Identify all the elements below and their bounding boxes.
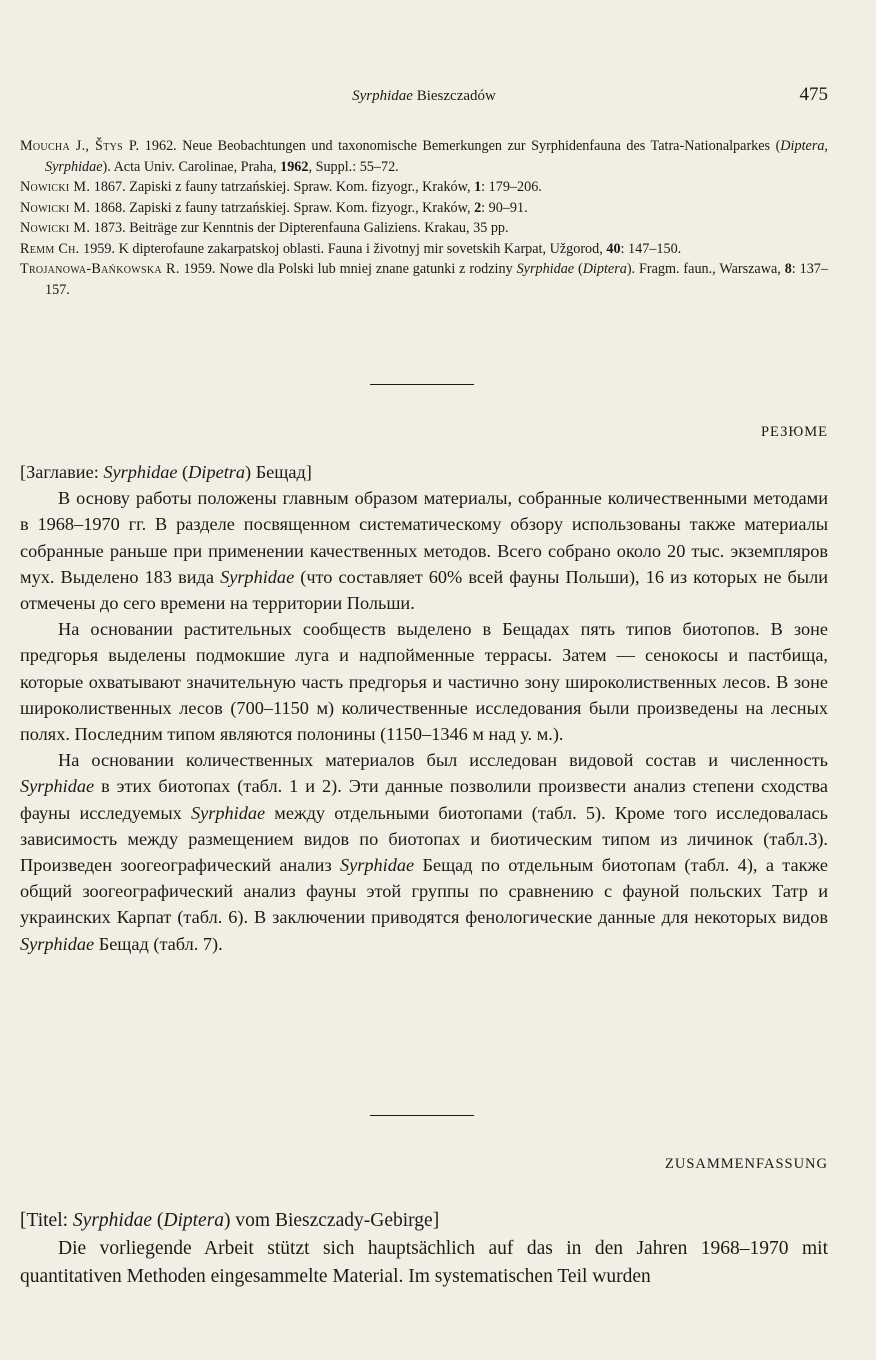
resume-heading: РЕЗЮМЕ	[760, 424, 828, 440]
reference-item: Nowicki M. 1867. Zapiski z fauny tatrzańskiej. Spraw. Kom. fizyogr., Kraków, 1: 179–206.	[20, 179, 542, 195]
reference-item: Remm Ch. 1959. K dipterofaune zakarpatskoj oblasti. Fauna i životnyj mir sovetskih Karpat, Užgorod, 40: 147–150.	[20, 240, 682, 257]
reference-list	[20, 136, 828, 300]
running-head	[20, 84, 828, 110]
reference-item: Trojanowa-Bańkowska R. 1959. Nowe dla Polski lub mniej znane gatunki z rodziny Syrphidae (Diptera). Fragm. faun., Warszawa, 8: 137–157.	[20, 261, 828, 298]
resume-paragraph: В основу работы положены главным образом материалы, собранные количественными методами в 1968–1970 гг. В разделе посвященном систематическому обзору использованы также материалы собранные раньше при применении качественных методов. Всего собрано около 20 тыс. экземпляров мух. Выделено 183 вида Syrphidae (что составляет 60% всей фауны Польши), 16 из которых не были отмечены до сего времени на территории Польши.	[20, 488, 828, 614]
reference-item: Nowicki M. 1868. Zapiski z fauny tatrzańskiej. Spraw. Kom. fizyogr., Kraków, 2: 90–91.	[20, 199, 528, 216]
resume-body	[20, 459, 828, 957]
resume-paragraph: На основании количественных материалов был исследован видовой состав и численность Syrphidae в этих биотопах (табл. 1 и 2). Эти данные позволили произвести анализ степени сходства фауны исследуемых Syrphidae между отдельными биотопами (табл. 5). Кроме того исследовалась зависимость между размещением видов по биотопах и биотическим типом из личинок (табл.3). Произведен зоогеографический анализ Syrphidae Бещад по отдельным биотопам (табл. 4), а также общий зоогеографический анализ фауны этой группы по сравнению с фауной польских Татр и украинских Карпат (табл. 6). В заключении приводятся фенологические данные для некоторых видов Syrphidae Бещад (табл. 7).	[20, 750, 828, 954]
page	[20, 0, 828, 1360]
reference-item: Moucha J., Štys P. 1962. Neue Beobachtungen und taxonomische Bemerkungen zur Syrphidenfauna des Tatra-Nationalparkes (Diptera, Syrphidae). Acta Univ. Carolinae, Praha, 1962, Suppl.: 55–72.	[20, 138, 828, 175]
zusammenfassung-heading: ZUSAMMENFASSUNG	[665, 1156, 828, 1172]
page-number: 475	[799, 84, 828, 105]
section-divider	[370, 384, 474, 385]
zusammenfassung-body	[20, 1207, 828, 1291]
resume-title: [Заглавие: Syrphidae (Dipetra) Бещад]	[20, 462, 312, 482]
zusammenfassung-title: [Titel: Syrphidae (Diptera) vom Bieszczady-Gebirge]	[20, 1210, 440, 1231]
running-title: Syrphidae Bieszczadów	[352, 88, 496, 104]
zusammenfassung-paragraph: Die vorliegende Arbeit stützt sich hauptsächlich auf das in den Jahren 1968–1970 mit quantitativen Methoden eingesammelte Material. Im systematischen Teil wurden	[20, 1238, 828, 1287]
resume-paragraph: На основании растительных сообществ выделено в Бещадах пять типов биотопов. В зоне предгорья выделены подмокшие луга и надпойменные террасы. Затем — сенокосы и пастбища, которые охватывают значительную часть предгорья и частично зону широколиственных лесов. В зоне широколиственных лесов (700–1150 м) количественные исследования были произведены на лесных полях. Последним типом являются полонины (1150–1346 м над у. м.).	[20, 619, 828, 745]
reference-item: Nowicki M. 1873. Beiträge zur Kenntnis der Dipterenfauna Galiziens. Krakau, 35 pp.	[20, 220, 509, 236]
section-divider	[370, 1115, 474, 1116]
